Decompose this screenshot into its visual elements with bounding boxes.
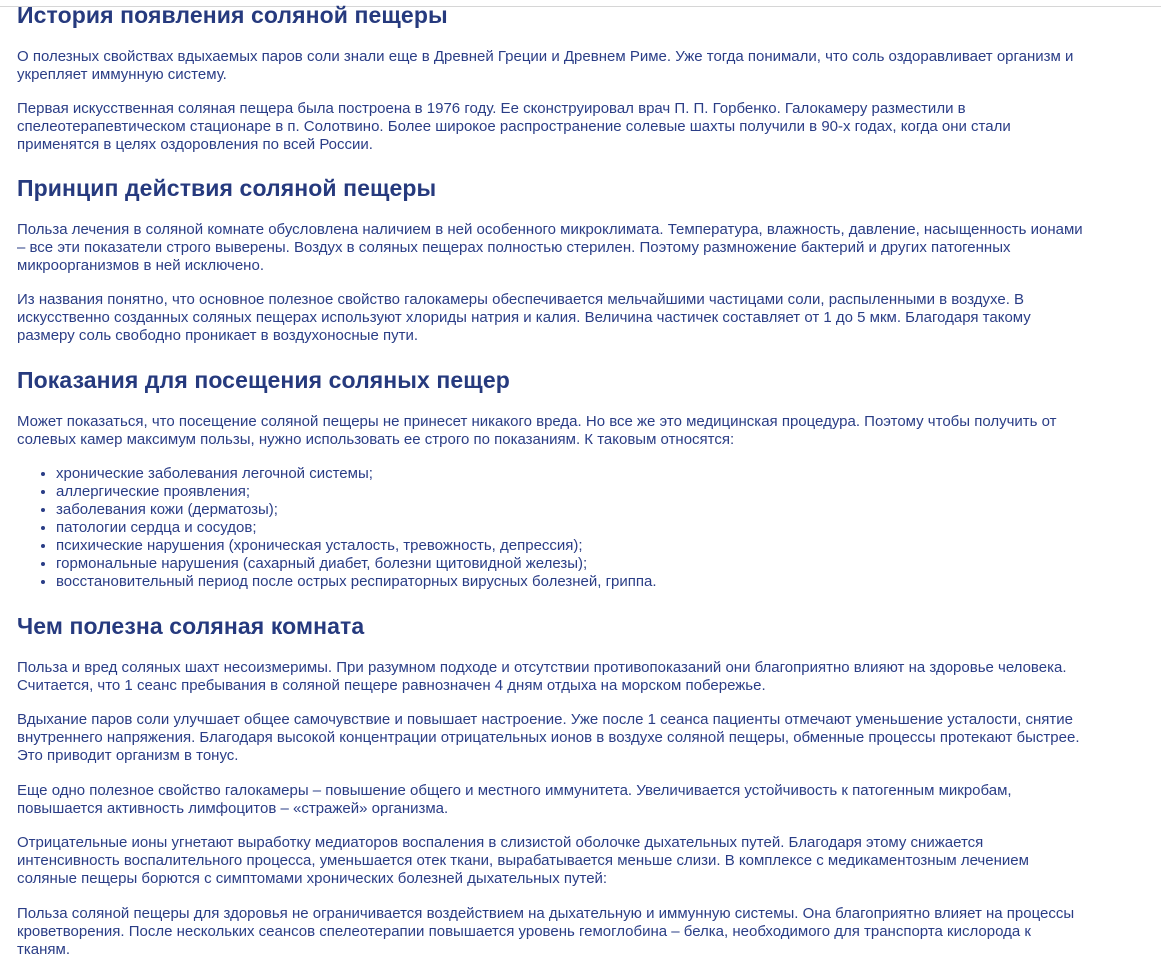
text-line: размеру соль свободно проникает в воздухоносные пути. — [17, 327, 419, 344]
text-line: Польза лечения в соляной комнате обусловлена наличием в ней особенного микроклимата. Температура, влажность, давление, насыщенность ионами — [17, 221, 1083, 238]
list-item: • хронические заболевания легочной системы; — [56, 465, 657, 483]
text-line: Это приводит организм в тонус. — [17, 747, 239, 764]
paragraph — [17, 100, 1011, 154]
text-line: интенсивность воспалительного процесса, уменьшается отек ткани, вырабатывается меньше слизи. В комплексе с медикаментозным лечением — [17, 852, 1029, 869]
paragraph — [17, 291, 1031, 345]
text-line: О полезных свойствах вдыхаемых паров соли знали еще в Древней Греции и Древнем Риме. Уже тогда понимали, что соль оздоравливает организм и — [17, 48, 1074, 65]
section-heading-indications: Показания для посещения соляных пещер — [17, 367, 510, 393]
text-line: Считается, что 1 сеанс пребывания в соляной пещере равнозначен 4 дням отдыха на морском побережье. — [17, 677, 766, 694]
text-line: применятся в целях оздоровления по всей России. — [17, 136, 373, 153]
text-line: Может показаться, что посещение соляной пещеры не принесет никакого вреда. Но все же это медицинская процедура. Поэтому чтобы получить от — [17, 413, 1057, 430]
paragraph — [17, 221, 1083, 275]
text-line: спелеотерапевтическом стационаре в п. Солотвино. Более широкое распространение солевые шахты получили в 90-х годах, когда они стали — [17, 118, 1011, 135]
text-line: – все эти показатели строго выверены. Воздух в соляных пещерах полностью стерилен. Поэтому размножение бактерий и других патогенных — [17, 239, 1011, 256]
section-heading-history: История появления соляной пещеры — [17, 2, 448, 28]
text-line: Первая искусственная соляная пещера была построена в 1976 году. Ее сконструировал врач П. П. Горбенко. Галокамеру разместили в — [17, 100, 966, 117]
text-line: соляные пещеры борются с симптомами хронических болезней дыхательных путей: — [17, 870, 608, 887]
text-line: искусственно созданных соляных пещерах используют хлориды натрия и калия. Величина частичек составляет от 1 до 5 мкм. Благодаря такому — [17, 309, 1031, 326]
text-line: Еще одно полезное свойство галокамеры – повышение общего и местного иммунитета. Увеличивается устойчивость к патогенным микробам, — [17, 782, 1012, 799]
text-line: повышается активность лимфоцитов – «стражей» организма. — [17, 800, 449, 817]
text-line: укрепляет иммунную систему. — [17, 66, 227, 83]
list-item: • восстановительный период после острых респираторных вирусных болезней, гриппа. — [56, 573, 657, 591]
text-line: Польза соляной пещеры для здоровья не ограничивается воздействием на дыхательную и иммунную системы. Она благоприятно влияет на процессы — [17, 905, 1075, 922]
text-line: Отрицательные ионы угнетают выработку медиаторов воспаления в слизистой оболочке дыхательных путей. Благодаря этому снижается — [17, 834, 984, 851]
paragraph — [17, 659, 1066, 695]
paragraph — [17, 48, 1073, 84]
section-heading-principle: Принцип действия соляной пещеры — [17, 175, 437, 201]
text-line: Вдыхание паров соли улучшает общее самочувствие и повышает настроение. Уже после 1 сеанса пациенты отмечают уменьшение усталости, снятие — [17, 711, 1074, 728]
text-line: тканям. — [17, 941, 70, 958]
text-line: Польза и вред соляных шахт несоизмеримы. При разумном подходе и отсутствии противопоказаний они благоприятно влияют на здоровье человека. — [17, 659, 1067, 676]
list-item: • патологии сердца и сосудов; — [56, 519, 657, 537]
list-item: • заболевания кожи (дерматозы); — [56, 501, 657, 519]
paragraph — [17, 711, 1080, 765]
paragraph — [17, 905, 1074, 959]
indications-list — [17, 465, 657, 591]
text-line: солевых камер максимум пользы, нужно использовать ее строго по показаниям. К таковым относятся: — [17, 431, 735, 448]
text-line: Из названия понятно, что основное полезное свойство галокамеры обеспечивается мельчайшими частицами соли, распыленными в воздухе. В — [17, 291, 1025, 308]
text-line: микроорганизмов в ней исключено. — [17, 257, 264, 274]
text-line: кроветворения. После нескольких сеансов спелеотерапии повышается уровень гемоглобина – белка, необходимого для транспорта кислорода к — [17, 923, 1031, 940]
text-line: внутреннего напряжения. Благодаря высокой концентрации отрицательных ионов в воздухе соляной пещеры, обменные процессы протекают быстрее. — [17, 729, 1080, 746]
paragraph — [17, 413, 1057, 449]
section-heading-benefits: Чем полезна соляная комната — [17, 613, 365, 639]
paragraph — [17, 782, 1012, 818]
list-item: • гормональные нарушения (сахарный диабет, болезни щитовидной железы); — [56, 555, 657, 573]
list-item: • психические нарушения (хроническая усталость, тревожность, депрессия); — [56, 537, 657, 555]
list-item: • аллергические проявления; — [56, 483, 657, 501]
paragraph — [17, 834, 1029, 888]
